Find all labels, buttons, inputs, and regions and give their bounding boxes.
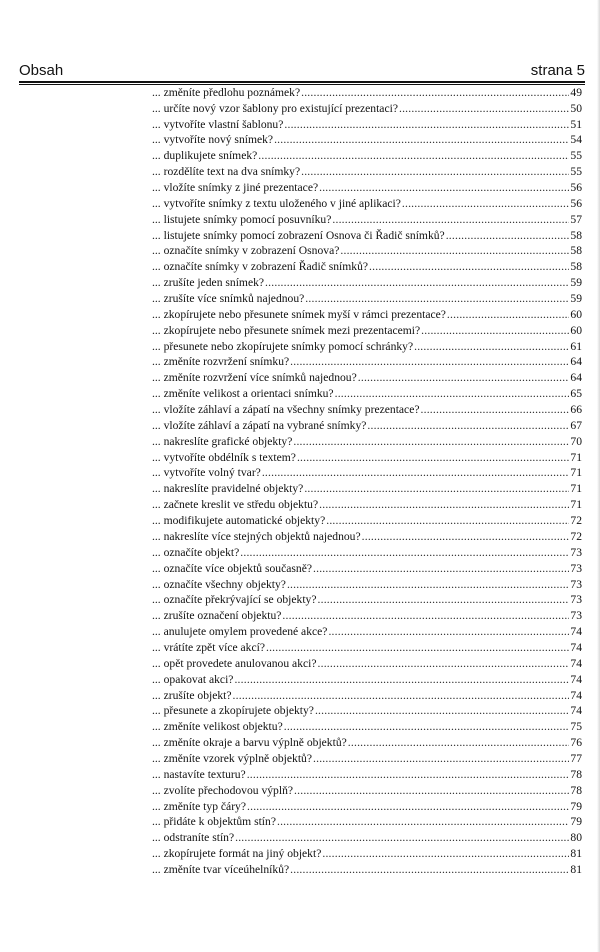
toc-entry (152, 83, 582, 99)
toc-entry-page: 60 (570, 307, 582, 321)
toc-entry (152, 464, 582, 480)
dot-leader (247, 768, 569, 781)
dot-leader (313, 752, 569, 765)
toc-entry-title: ... nakreslíte grafické objekty? (152, 434, 293, 448)
dot-leader (414, 340, 569, 353)
toc-entry (152, 527, 582, 543)
toc-entry-title: ... označíte všechny objekty? (152, 577, 286, 591)
toc-entry (152, 400, 582, 416)
toc-entry-title: ... nastavíte texturu? (152, 767, 246, 781)
toc-entry-title: ... odstraníte stín? (152, 831, 235, 845)
toc-entry (152, 210, 582, 226)
toc-entry-title: ... rozdělíte text na dva snímky? (152, 165, 301, 179)
toc-entry (152, 384, 582, 400)
dot-leader (265, 276, 569, 289)
dot-leader (301, 165, 569, 178)
dot-leader (301, 86, 569, 99)
toc-entry (152, 797, 582, 813)
toc-entry (152, 860, 582, 876)
toc-entry-title: ... zvolíte přechodovou výplň? (152, 783, 294, 797)
toc-entry (152, 654, 582, 670)
toc-entry-title: ... označíte více objektů současně? (152, 561, 312, 575)
toc-entry (152, 162, 582, 178)
toc-entry-title: ... zrušíte označení objektu? (152, 609, 282, 623)
toc-entry-page: 81 (570, 847, 582, 861)
toc-entry-page: 73 (570, 593, 582, 607)
toc-entry-title: ... přidáte k objektům stín? (152, 815, 276, 829)
dot-leader (348, 736, 569, 749)
toc-entry (152, 416, 582, 432)
dot-leader (340, 244, 569, 257)
dot-leader (358, 371, 569, 384)
toc-entry-title: ... přesunete nebo zkopírujete snímky pomocí schránky? (152, 339, 414, 353)
dot-leader (369, 260, 569, 273)
dot-leader (233, 689, 569, 702)
table-of-contents (152, 83, 582, 876)
toc-entry (152, 432, 582, 448)
toc-entry (152, 575, 582, 591)
toc-entry (152, 226, 582, 242)
dot-leader (290, 863, 569, 876)
toc-entry-title: ... vrátíte zpět více akcí? (152, 640, 265, 654)
toc-entry-page: 74 (570, 656, 582, 670)
toc-entry-title: ... označíte snímky v zobrazení Osnova? (152, 244, 340, 258)
dot-leader (274, 133, 569, 146)
toc-entry-page: 71 (570, 466, 582, 480)
dot-leader (318, 657, 569, 670)
toc-entry-page: 56 (570, 196, 582, 210)
toc-entry (152, 178, 582, 194)
toc-entry-page: 81 (570, 862, 582, 876)
page-number: strana 5 (530, 62, 585, 79)
toc-entry (152, 115, 582, 131)
dot-leader (266, 641, 569, 654)
toc-entry (152, 591, 582, 607)
toc-entry (152, 511, 582, 527)
toc-entry-page: 60 (570, 323, 582, 337)
dot-leader (332, 213, 569, 226)
dot-leader (262, 466, 569, 479)
toc-entry-title: ... zrušíte více snímků najednou? (152, 292, 305, 306)
toc-entry (152, 828, 582, 844)
toc-entry-page: 73 (570, 561, 582, 575)
toc-entry-page: 70 (570, 434, 582, 448)
toc-entry (152, 844, 582, 860)
toc-entry (152, 99, 582, 115)
toc-entry-title: ... listujete snímky pomocí zobrazení Osnova či Řadič snímků? (152, 228, 445, 242)
toc-entry (152, 765, 582, 781)
toc-entry-page: 76 (570, 736, 582, 750)
dot-leader (247, 800, 569, 813)
toc-entry-page: 61 (570, 339, 582, 353)
toc-entry-title: ... duplikujete snímek? (152, 149, 258, 163)
toc-entry-title: ... změníte typ čáry? (152, 799, 246, 813)
toc-entry-page: 77 (570, 751, 582, 765)
toc-entry-page: 51 (570, 117, 582, 131)
toc-entry-title: ... anulujete omylem provedené akce? (152, 625, 328, 639)
toc-entry-page: 65 (570, 387, 582, 401)
dot-leader (367, 419, 569, 432)
toc-entry (152, 305, 582, 321)
toc-entry-page: 73 (570, 545, 582, 559)
toc-entry-page: 74 (570, 704, 582, 718)
dot-leader (240, 546, 569, 559)
toc-entry-title: ... opět provedete anulovanou akci? (152, 656, 317, 670)
dot-leader (328, 625, 569, 638)
toc-entry (152, 670, 582, 686)
toc-entry-page: 72 (570, 529, 582, 543)
toc-entry (152, 495, 582, 511)
toc-entry-page: 79 (570, 799, 582, 813)
toc-entry (152, 813, 582, 829)
toc-entry-title: ... změníte velikost a orientaci snímku? (152, 387, 334, 401)
toc-entry-page: 74 (570, 672, 582, 686)
dot-leader (322, 847, 569, 860)
toc-entry-page: 56 (570, 181, 582, 195)
dot-leader (319, 498, 569, 511)
toc-entry-title: ... změníte předlohu poznámek? (152, 85, 301, 99)
dot-leader (399, 102, 569, 115)
toc-entry (152, 686, 582, 702)
toc-entry-title: ... změníte rozvržení snímku? (152, 355, 290, 369)
toc-entry-title: ... opakovat akci? (152, 672, 234, 686)
toc-entry (152, 733, 582, 749)
toc-entry-page: 79 (570, 815, 582, 829)
toc-entry-title: ... změníte okraje a barvu výplně objektů? (152, 736, 347, 750)
toc-entry-page: 78 (570, 767, 582, 781)
dot-leader (258, 149, 569, 162)
toc-entry-title: ... zkopírujete nebo přesunete snímek myší v rámci prezentace? (152, 307, 446, 321)
dot-leader (402, 197, 569, 210)
toc-entry-page: 58 (570, 244, 582, 258)
toc-entry-page: 57 (570, 212, 582, 226)
toc-entry-page: 67 (570, 418, 582, 432)
dot-leader (234, 673, 569, 686)
toc-entry-title: ... listujete snímky pomocí posuvníku? (152, 212, 332, 226)
toc-entry-page: 55 (570, 165, 582, 179)
toc-entry-title: ... nakreslíte pravidelné objekty? (152, 482, 304, 496)
toc-entry-page: 58 (570, 260, 582, 274)
toc-entry-page: 55 (570, 149, 582, 163)
toc-entry-title: ... označíte snímky v zobrazení Řadič snímků? (152, 260, 369, 274)
dot-leader (362, 530, 569, 543)
toc-entry (152, 479, 582, 495)
toc-entry-title: ... přesunete a zkopírujete objekty? (152, 704, 314, 718)
toc-entry-title: ... změníte rozvržení více snímků najednou? (152, 371, 357, 385)
toc-entry (152, 257, 582, 273)
dot-leader (235, 831, 569, 844)
toc-entry (152, 559, 582, 575)
toc-entry (152, 146, 582, 162)
toc-entry-page: 64 (570, 371, 582, 385)
dot-leader (284, 720, 569, 733)
dot-leader (421, 324, 569, 337)
toc-entry (152, 353, 582, 369)
section-title: Obsah (19, 62, 64, 79)
toc-entry-title: ... zkopírujete nebo přesunete snímek mezi prezentacemi? (152, 323, 421, 337)
toc-entry-page: 54 (570, 133, 582, 147)
toc-entry-title: ... vytvoříte obdélník s textem? (152, 450, 296, 464)
toc-entry-page: 59 (570, 292, 582, 306)
dot-leader (287, 578, 569, 591)
toc-entry-page: 78 (570, 783, 582, 797)
dot-leader (318, 593, 570, 606)
dot-leader (447, 308, 569, 321)
dot-leader (305, 292, 569, 305)
toc-entry-page: 73 (570, 577, 582, 591)
toc-entry (152, 702, 582, 718)
dot-leader (284, 118, 569, 131)
toc-entry-page: 71 (570, 482, 582, 496)
dot-leader (282, 609, 569, 622)
toc-entry (152, 368, 582, 384)
dot-leader (293, 435, 569, 448)
toc-entry (152, 242, 582, 258)
dot-leader (446, 229, 569, 242)
toc-entry-page: 72 (570, 514, 582, 528)
toc-entry (152, 606, 582, 622)
dot-leader (304, 482, 569, 495)
toc-entry-title: ... vytvoříte vlastní šablonu? (152, 117, 284, 131)
toc-entry-page: 71 (570, 498, 582, 512)
toc-entry (152, 337, 582, 353)
toc-entry-title: ... vytvoříte snímky z textu uloženého v jiné aplikaci? (152, 196, 401, 210)
toc-entry-title: ... vložíte snímky z jiné prezentace? (152, 181, 319, 195)
dot-leader (319, 181, 569, 194)
toc-entry (152, 749, 582, 765)
toc-entry-title: ... určíte nový vzor šablony pro existující prezentaci? (152, 101, 398, 115)
dot-leader (421, 403, 570, 416)
toc-entry (152, 622, 582, 638)
toc-entry-title: ... vložíte záhlaví a zápatí na všechny snímky prezentace? (152, 403, 420, 417)
toc-entry (152, 131, 582, 147)
toc-entry-title: ... změníte vzorek výplně objektů? (152, 751, 313, 765)
toc-entry (152, 717, 582, 733)
toc-entry-title: ... modifikujete automatické objekty? (152, 514, 326, 528)
toc-entry (152, 638, 582, 654)
toc-entry-page: 80 (570, 831, 582, 845)
toc-entry-page: 66 (570, 403, 582, 417)
toc-entry-title: ... začnete kreslit ve středu objektu? (152, 498, 319, 512)
toc-entry-title: ... vytvoříte nový snímek? (152, 133, 274, 147)
toc-entry-page: 59 (570, 276, 582, 290)
toc-entry-page: 58 (570, 228, 582, 242)
toc-entry-page: 49 (570, 85, 582, 99)
toc-entry-page: 73 (570, 609, 582, 623)
toc-entry (152, 194, 582, 210)
toc-entry-title: ... označíte překrývající se objekty? (152, 593, 317, 607)
toc-entry-title: ... změníte tvar víceúhelníků? (152, 862, 290, 876)
dot-leader (290, 355, 569, 368)
toc-entry-title: ... zrušíte objekt? (152, 688, 232, 702)
toc-entry-title: ... zrušíte jeden snímek? (152, 276, 265, 290)
page-header (19, 62, 585, 80)
toc-entry-page: 71 (570, 450, 582, 464)
toc-entry-title: ... zkopírujete formát na jiný objekt? (152, 847, 322, 861)
toc-entry-page: 74 (570, 625, 582, 639)
toc-entry-page: 75 (570, 720, 582, 734)
toc-entry-page: 64 (570, 355, 582, 369)
toc-entry (152, 289, 582, 305)
dot-leader (313, 562, 569, 575)
toc-entry-title: ... označíte objekt? (152, 545, 240, 559)
toc-entry-title: ... vytvoříte volný tvar? (152, 466, 261, 480)
toc-entry-page: 74 (570, 688, 582, 702)
toc-entry (152, 781, 582, 797)
toc-entry-title: ... vložíte záhlaví a zápatí na vybrané snímky? (152, 418, 367, 432)
toc-entry-title: ... změníte velikost objektu? (152, 720, 283, 734)
toc-entry (152, 273, 582, 289)
toc-entry (152, 448, 582, 464)
dot-leader (297, 451, 569, 464)
dot-leader (315, 704, 569, 717)
toc-entry-page: 74 (570, 640, 582, 654)
toc-entry-title: ... nakreslíte více stejných objektů najednou? (152, 529, 361, 543)
dot-leader (294, 784, 569, 797)
dot-leader (335, 387, 569, 400)
dot-leader (277, 815, 569, 828)
toc-entry-page: 50 (570, 101, 582, 115)
toc-entry (152, 321, 582, 337)
dot-leader (326, 514, 569, 527)
toc-entry (152, 543, 582, 559)
